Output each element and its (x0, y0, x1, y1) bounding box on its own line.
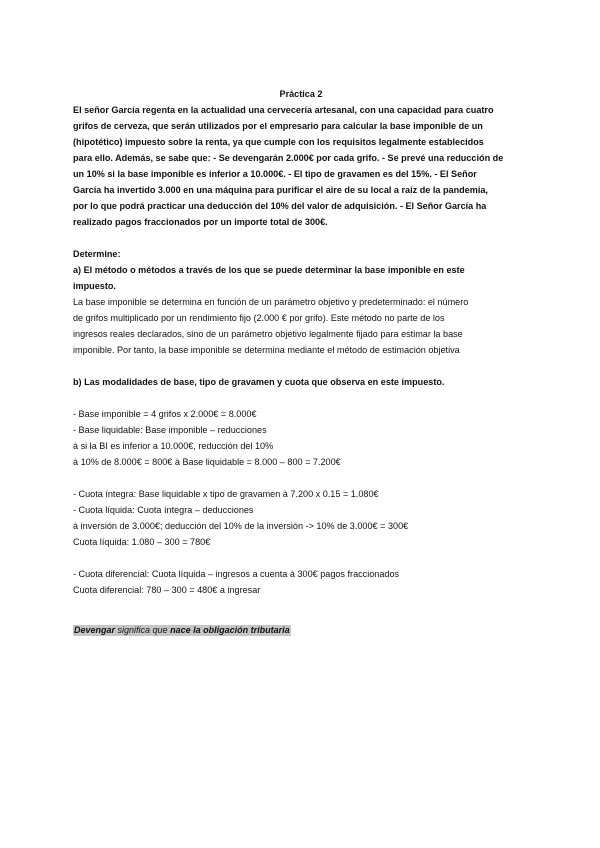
document-page (73, 86, 529, 638)
statement-line: (hipotético) impuesto sobre la renta, ya que cumple con los requisitos legalmente establecidos (73, 137, 484, 147)
statement-line: realizado pagos fraccionados por un importe total de 300€. (73, 217, 328, 227)
question-b: b) Las modalidades de base, tipo de gravamen y cuota que observa en este impuesto. (73, 377, 445, 387)
base-line: - Base imponible = 4 grifos x 2.000€ = 8.000€ (73, 409, 257, 419)
determine-heading: Determine: (73, 249, 121, 259)
statement-line: para ello. Además, se sabe que: - Se devengarán 2.000€ por cada grifo. - Se prevé una reducción de (73, 153, 504, 163)
cuota-line: - Cuota íntegra: Base liquidable x tipo de gravamen à 7.200 x 0.15 = 1.080€ (73, 489, 379, 499)
cuota-diferencial-calculation (73, 566, 529, 598)
statement-line: por lo que podrá practicar una deducción del 10% del valor de adquisición. - El Señor García ha (73, 201, 487, 211)
cuota-line: à inversión de 3.000€; deducción del 10% de la inversión -> 10% de 3.000€ = 300€ (73, 521, 409, 531)
note-term: Devengar (74, 625, 116, 635)
diferencial-line: - Cuota diferencial: Cuota líquida – ingresos a cuenta à 300€ pagos fraccionados (73, 569, 400, 579)
statement-line: García ha invertido 3.000 en una máquina para purificar el aire de su local a raíz de la pandemia, (73, 185, 488, 195)
statement-line: El señor García regenta en la actualidad una cervecería artesanal, con una capacidad para cuatro (73, 105, 494, 115)
note-rest: nace la obligación tributaria (170, 625, 290, 635)
base-line: - Base liquidable: Base imponible – reducciones (73, 425, 267, 435)
definition-note (73, 622, 529, 638)
cuota-line: - Cuota líquida: Cuota íntegra – deducciones (73, 505, 254, 515)
base-line: à 10% de 8.000€ = 800€ à Base liquidable = 8.000 – 800 = 7.200€ (73, 457, 341, 467)
highlighted-note (73, 625, 291, 636)
problem-statement (73, 102, 529, 230)
answer-a-line: ingresos reales declarados, sino de un parámetro objetivo legalmente fijado para estimar la base (73, 329, 463, 339)
answer-a-line: imponible. Por tanto, la base imponible se determina mediante el método de estimación objetiva (73, 345, 460, 355)
statement-line: un 10% si la base imponible es inferior a 10.000€. - El tipo de gravamen es del 15%. - El Señor (73, 169, 477, 179)
diferencial-line: Cuota diferencial: 780 – 300 = 480€ a ingresar (73, 585, 261, 595)
statement-line: grifos de cerveza, que serán utilizados por el empresario para calcular la base imponible de un (73, 121, 483, 131)
cuota-calculation (73, 486, 529, 550)
question-a-line: a) El método o métodos a través de los que se puede determinar la base imponible en este (73, 265, 465, 275)
note-middle: significa que (115, 625, 171, 635)
answer-a (73, 294, 529, 358)
base-line: à si la BI es inferior a 10.000€, reducción del 10% (73, 441, 274, 451)
page-title: Práctica 2 (279, 89, 323, 99)
base-calculation (73, 406, 529, 470)
answer-a-line: La base imponible se determina en función de un parámetro objetivo y predeterminado: el número (73, 297, 469, 307)
question-a-line: impuesto. (73, 281, 116, 291)
question-a (73, 262, 529, 294)
cuota-line: Cuota líquida: 1.080 – 300 = 780€ (73, 537, 211, 547)
answer-a-line: de grifos multiplicado por un rendimiento fijo (2.000 € por grifo). Este método no parte de los (73, 313, 445, 323)
